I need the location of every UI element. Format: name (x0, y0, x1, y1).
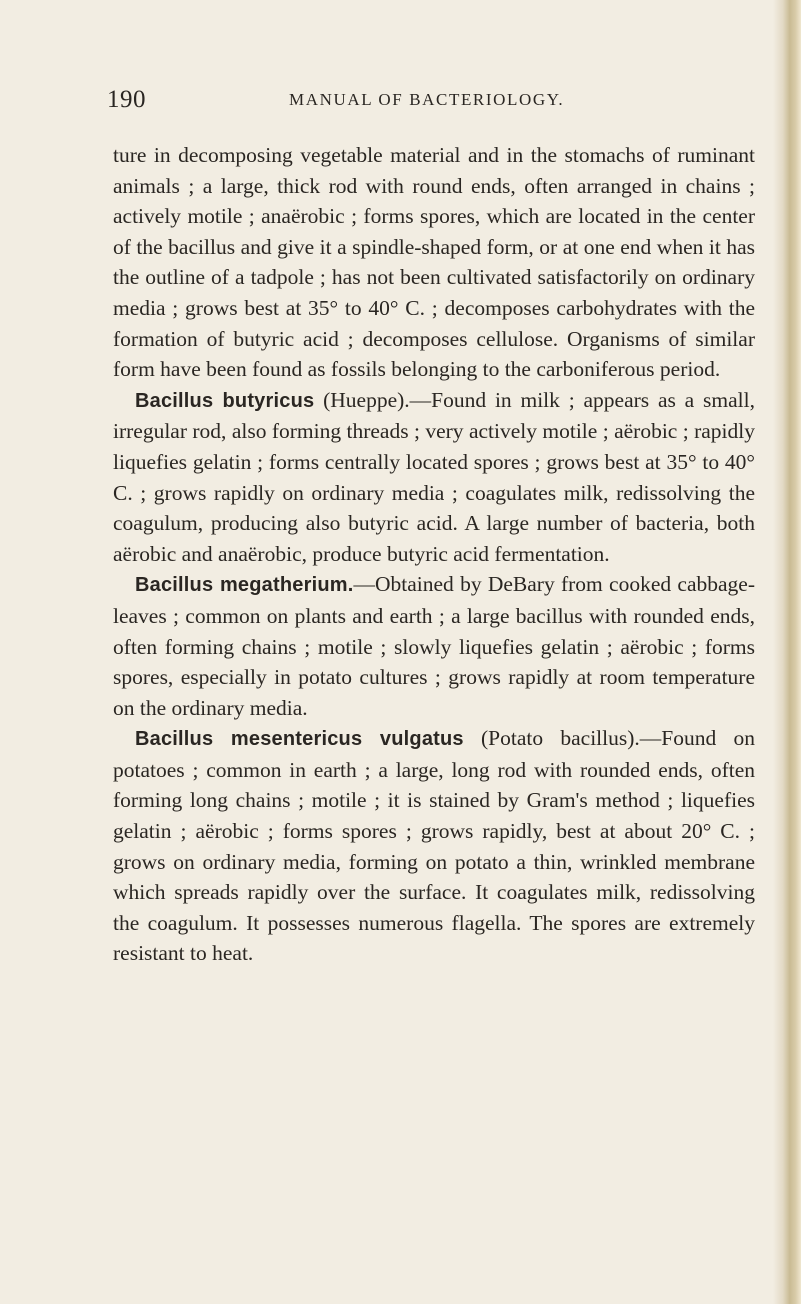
paragraph-bacillus-mesentericus-vulgatus (113, 723, 755, 969)
page-header (107, 86, 747, 116)
body-text (113, 140, 755, 969)
page-number: 190 (107, 86, 146, 113)
paragraph-bacillus-megatherium (113, 569, 755, 723)
paragraph-text: —Obtained by DeBary from cooked cabbage-leaves ; common on plants and earth ; a large bacillus with rounded ends, often forming chains ; motile ; slowly liquefies gelatin ; aërobic ; forms spores, especially in potato cultures ; grows rapidly at room temperature on the ordinary media. (113, 572, 755, 720)
species-name: Bacillus megatherium. (135, 574, 354, 597)
species-name: Bacillus butyricus (135, 389, 315, 412)
species-name: Bacillus mesentericus vulgatus (135, 728, 464, 751)
paragraph-text: (Hueppe).—Found in milk ; appears as a small, irregular rod, also forming threads ; very actively motile ; aërobic ; rapidly liquefies gelatin ; forms centrally located spores ; grows best at 35° to 40° C. ; grows rapidly on ordinary media ; coagulates milk, redissolving the coagulum, producing also butyric acid. A large number of bacteria, both aërobic and anaërobic, produce butyric acid fermentation. (113, 387, 755, 566)
running-title: MANUAL OF BACTERIOLOGY. (289, 90, 565, 109)
paragraph-text: ture in decomposing vegetable material and in the stomachs of ruminant animals ; a large, thick rod with round ends, often arranged in chains ; actively motile ; anaërobic ; forms spores, which are located in the center of the bacillus and give it a spindle-shaped form, or at one end when it has the outline of a tadpole ; has not been cultivated satisfactorily on ordinary media ; grows best at 35° to 40° C. ; decomposes carbohydrates with the formation of butyric acid ; decomposes cellulose. Organisms of similar form have been found as fossils belonging to the carboniferous period. (113, 143, 755, 382)
page-edge-shadow (773, 0, 801, 1304)
paragraph-bacillus-butyricus (113, 385, 755, 570)
paragraph-continuation (113, 140, 755, 385)
paragraph-text: (Potato bacillus).—Found on potatoes ; common in earth ; a large, long rod with rounded ends, often forming long chains ; motile ; it is stained by Gram's method ; liquefies gelatin ; aërobic ; forms spores ; grows rapidly, best at about 20° C. ; grows on ordinary media, forming on potato a thin, wrinkled membrane which spreads rapidly over the surface. It coagulates milk, redissolving the coagulum. It possesses numerous flagella. The spores are extremely resistant to heat. (113, 726, 755, 966)
